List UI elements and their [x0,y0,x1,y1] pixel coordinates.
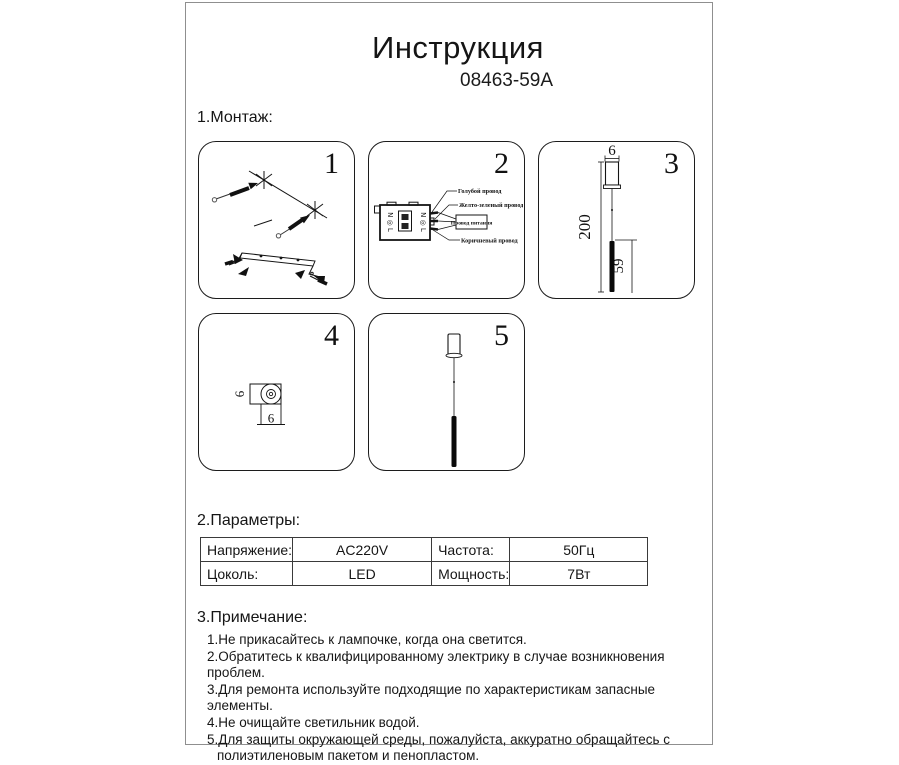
note-line: 4.Не очищайте светильник водой. [207,714,420,730]
montage-panel-2 [368,141,525,299]
panel-number-2: 2 [494,147,509,180]
param-label-voltage: Напряжение: [201,538,293,562]
model-number: 08463-59A [460,70,553,91]
notes-list [207,632,697,765]
table-row [201,562,648,586]
panel-number-5: 5 [494,319,509,352]
note-line: 3.Для ремонта используйте подходящие по характеристикам запасные элементы. [207,681,656,714]
terminal-marks-right: N ◎ L [419,212,427,232]
param-value-power: 7Вт [510,562,648,586]
instruction-sheet [185,2,713,764]
dim-canopy-width: 6 [608,143,616,159]
param-label-frequency: Частота: [432,538,510,562]
montage-panel-1 [198,141,355,299]
brown-wire-label: Коричневый провод [461,237,518,245]
param-label-socket: Цоколь: [201,562,293,586]
note-line: 5.Для защиты окружающей среды, пожалуйста, аккуратно обращайтесь с [207,731,671,747]
dim-canopy-side: 6 [232,390,247,398]
panel-number-3: 3 [664,147,679,180]
dim-total-length: 200 [575,214,594,240]
terminal-marks-left: N ◎ L [386,212,394,232]
montage-panel-4 [198,313,355,471]
page-title: Инструкция [372,30,544,65]
blue-wire-label: Голубой провод [458,188,502,195]
note-line-continuation: полиэтиленовым пакетом и пенопластом. [217,748,480,764]
panel-number-1: 1 [324,147,339,180]
yellow-green-wire-label: Желто-зеленый провод [459,202,523,209]
table-row [201,538,648,562]
wall-line-and-drill-marks [249,171,327,226]
param-value-voltage: AC220V [293,538,432,562]
note-line: 2.Обратитесь к квалифицированному электрику в случае возникновения проблем. [207,648,665,681]
param-value-socket: LED [293,562,432,586]
note-line: 1.Не прикасайтесь к лампочке, когда она светится. [207,632,527,647]
parameters-table [200,537,648,586]
montage-panel-5 [368,313,525,471]
param-value-frequency: 50Гц [510,538,648,562]
power-cable-label: Провод питания [450,220,493,227]
anchor-screw-1 [212,183,258,202]
panel-number-4: 4 [324,319,339,352]
dim-lamp-length: 59 [611,258,627,274]
dim-canopy-bottom: 6 [267,410,275,426]
montage-panel-3 [538,141,695,299]
anchor-screw-2 [276,215,310,238]
section-heading-params: 2.Параметры: [197,512,301,529]
param-label-power: Мощность: [432,562,510,586]
section-heading-notes: 3.Примечание: [197,609,308,626]
section-heading-montage: 1.Монтаж: [197,109,273,126]
pendant-lamp-assembled [446,334,462,467]
